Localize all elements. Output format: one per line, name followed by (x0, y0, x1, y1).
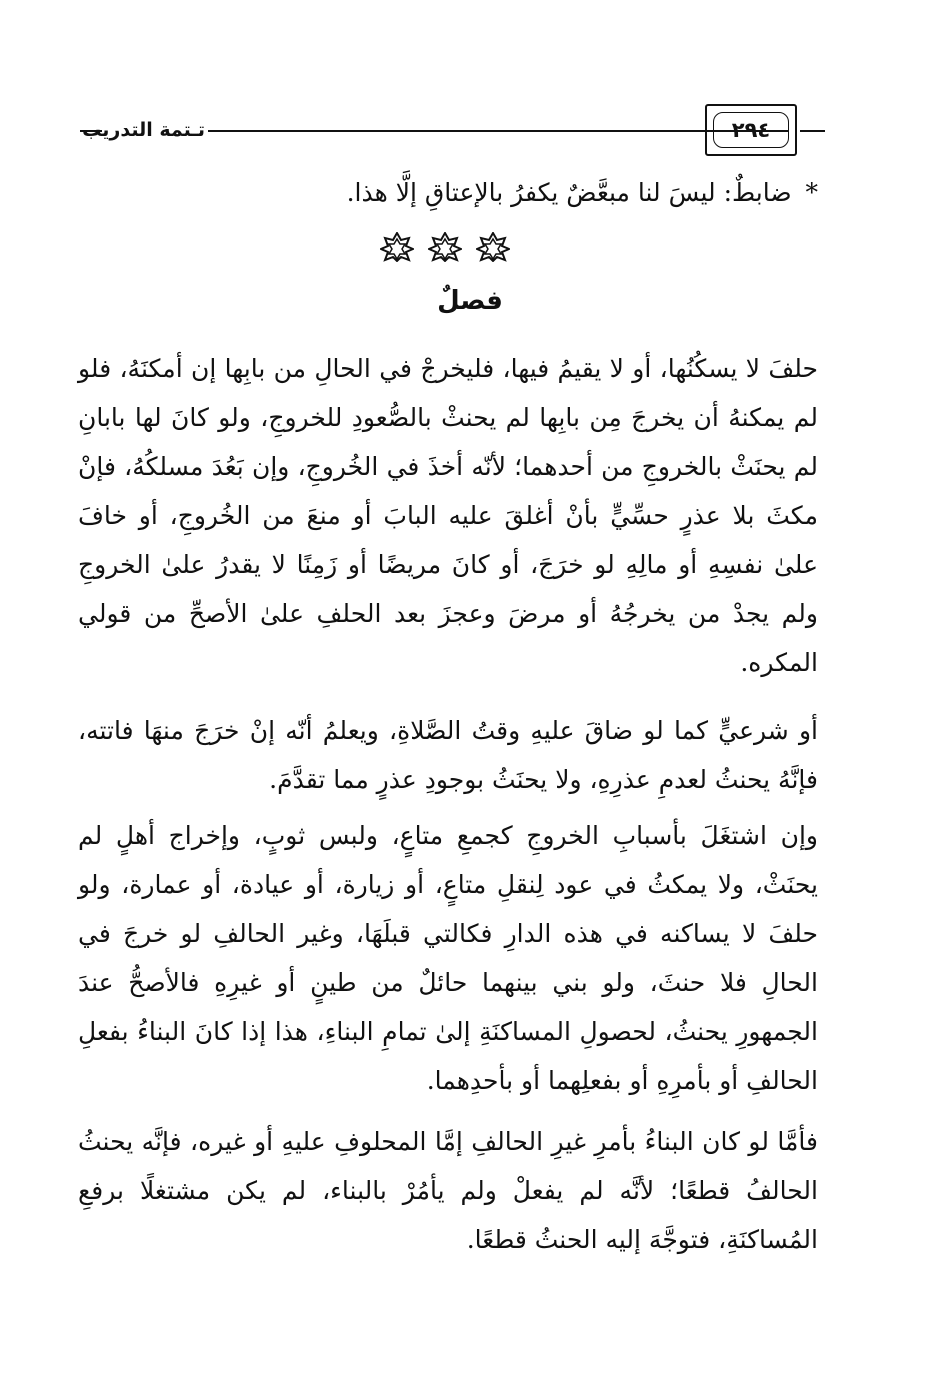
section-heading: فصلٌ (437, 286, 503, 316)
star-ornament-icon (476, 232, 510, 262)
rule-note-text: ضابطٌ: ليسَ لنا مبعَّضٌ يكفرُ بالإعتاقِ إلَّا هذا. (346, 178, 792, 207)
star-ornament-icon (380, 232, 414, 262)
paragraph: أو شرعيٍّ كما لو ضاقَ عليهِ وقتُ الصَّلاةِ، ويعلمُ أنّه إنْ خرَجَ منهَا فاتته، فإنَّهُ يحنثُ لعدمِ عذرِهِ، ولا يحنَثُ بوجودِ عذرٍ مما تقدَّمَ. (78, 716, 818, 794)
star-ornament-icon (428, 232, 462, 262)
paragraph: فأمَّا لو كان البناءُ بأمرِ غيرِ الحالفِ إمَّا المحلوفِ عليهِ أو غيره، فإنَّه يحنثُ الحالفُ قطعًا؛ لأنَّه لم يفعلْ ولم يأمُرْ بالبناء، لم يكن مشتغلًا برفعِ المُساكنَةِ، فتوجَّهَ إليه الحنثُ قطعًا. (78, 1127, 818, 1254)
page-number-frame (705, 104, 797, 156)
paragraph: وإن اشتغَلَ بأسبابِ الخروجِ كجمعِ متاعٍ، ولبس ثوبٍ، وإخراج أهلٍ لم يحنَثْ، ولا يمكثُ في عود لِنقلِ متاعٍ، أو زيارة، أو عيادة، أو عمارة، ولو حلفَ لا يساكنه في هذه الدارِ فكالتي قبلَهَا، وغير الحالفِ لو خرجَ في الحالِ فلا حنثَ، ولو بني بينهما حائلٌ من طينٍ أو غيرِهِ فالأصحُّ عندَ الجمهورِ يحنثُ، لحصولِ المساكنَةِ إلىٰ تمامِ البناءِ، هذا إذا كانَ البناءُ بفعلِ الحالفِ أو بأمرِهِ أو بفعلِهما أو بأحدِهما. (78, 821, 818, 1095)
rule-note (78, 168, 818, 217)
page-number: ٢٩٤ (731, 118, 771, 142)
asterisk-marker: * (805, 178, 818, 207)
running-title: تـتمة التدريب (82, 119, 205, 141)
page-header (80, 100, 825, 160)
paragraph: حلفَ لا يسكُنُها، أو لا يقيمُ فيها، فليخرجْ في الحالِ من بابِها إن أمكنَهُ، فلو لم يمكنهُ أن يخرجَ مِن بابِها لم يحنثْ بالصُّعودِ للخروجِ، ولو كانَ لها بابانِ لم يحنَثْ بالخروجِ من أحدهما؛ لأنّه أخذَ في الخُروجِ، وإن بَعُدَ مسلكُهُ، فإنْ مكثَ بلا عذرٍ حسِّيٍّ بأنْ أغلقَ عليه البابَ أو منعَ من الخُروجِ، أو خافَ علىٰ نفسِهِ أو مالِهِ لو خرَجَ، أو كانَ مريضًا أو زَمِنًا لا يقدرُ علىٰ الخروجِ ولم يجدْ من يخرجُهُ أو مرضَ وعجزَ بعد الحلفِ علىٰ الأصحِّ من قولي المكره. (78, 354, 818, 677)
header-rule (208, 130, 788, 132)
header-rule-right (800, 130, 825, 132)
ornament-divider (380, 232, 510, 262)
